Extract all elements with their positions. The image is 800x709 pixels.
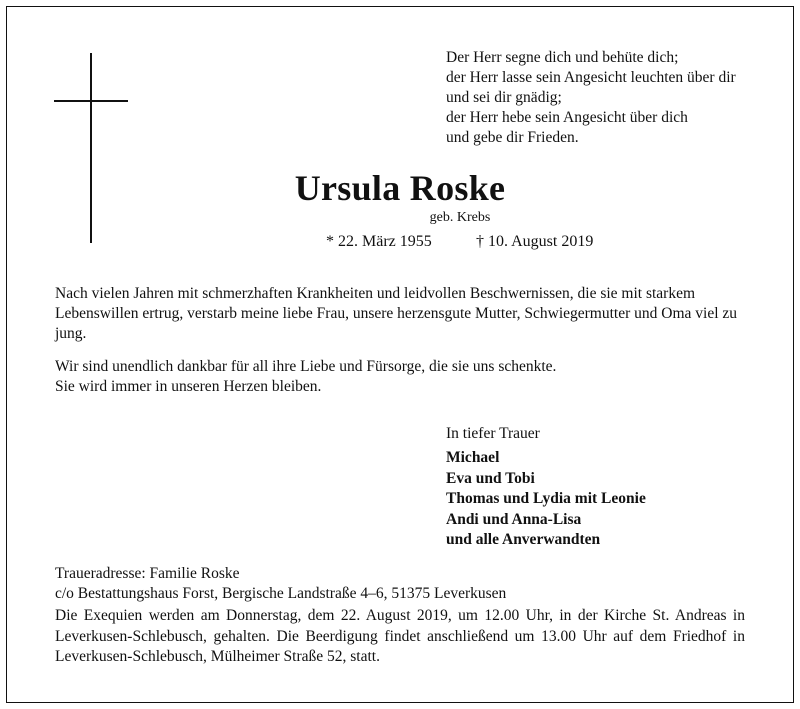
mourner-name: und alle Anverwandten (446, 531, 601, 548)
gratitude-line: Sie wird immer in unseren Herzen bleiben. (55, 378, 322, 395)
verse-line: der Herr hebe sein Angesicht über dich (446, 109, 688, 126)
gratitude-line: Wir sind unendlich dankbar für all ihre Liebe und Fürsorge, die sie uns schenkte. (55, 358, 557, 375)
mourner-name: Andi und Anna-Lisa (446, 510, 582, 528)
address-line: c/o Bestattungshaus Forst, Bergische Landstraße 4–6, 51375 Leverkusen (55, 585, 507, 602)
mourner-name: Eva und Tobi (446, 469, 535, 487)
mourners-list (446, 448, 646, 551)
mourner-name: Michael (446, 449, 500, 466)
death-date: † 10. August 2019 (476, 233, 594, 250)
verse-line: und sei dir gnädig; (446, 89, 562, 106)
message-paragraph: Nach vielen Jahren mit schmerzhaften Krankheiten und leidvollen Beschwernissen, die sie mit starkem Lebenswillen ertrug, verstarb meine liebe Frau, unsere herzensgute Mutter, Schwiegermutter und Oma viel zu jung. (55, 285, 738, 342)
mourning-address (55, 564, 506, 604)
bible-verse (446, 48, 736, 148)
birth-name: geb. Krebs (429, 210, 491, 225)
verse-line: der Herr lasse sein Angesicht leuchten über dir (446, 69, 736, 86)
verse-line: Der Herr segne dich und behüte dich; (446, 49, 679, 66)
gratitude-paragraph (55, 357, 556, 397)
address-line: Traueradresse: Familie Roske (55, 565, 240, 582)
verse-line: und gebe dir Frieden. (446, 129, 579, 146)
mourning-intro: In tiefer Trauer (446, 425, 540, 442)
cross-horizontal-bar (54, 100, 128, 102)
deceased-name: Ursula Roske (294, 168, 506, 208)
mourner-name: Thomas und Lydia mit Leonie (446, 490, 646, 507)
birth-date: * 22. März 1955 (326, 233, 432, 250)
funeral-details: Die Exequien werden am Donnerstag, dem 22. August 2019, um 12.00 Uhr, in der Kirche St. Andreas in Leverkusen-Schlebusch, gehalten. Die Beerdigung findet anschließend um 13.00 Uhr auf dem Friedhof in Leverkusen-Schlebusch, Mülheimer Straße 52, statt. (55, 607, 745, 665)
